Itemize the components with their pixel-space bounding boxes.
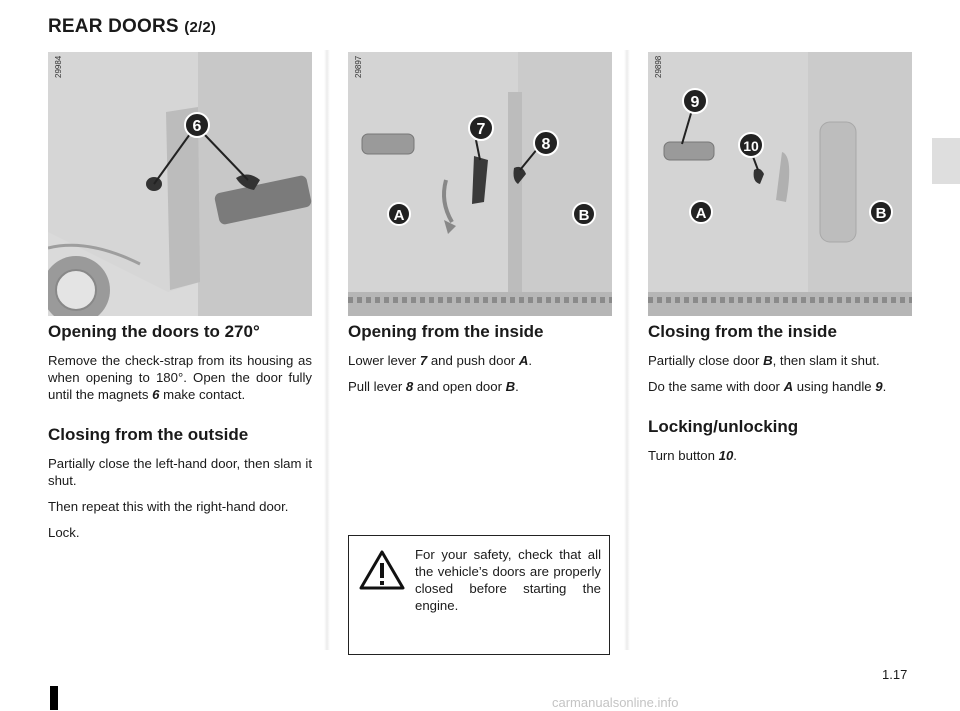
- page-number: 1.17: [882, 667, 908, 682]
- chapter-tab: [932, 138, 960, 184]
- door-interior-photo-levers: [348, 52, 612, 316]
- paragraph: Lock.: [48, 525, 80, 540]
- page-title: REAR DOORS (2/2): [48, 16, 217, 37]
- callout-8: 8: [541, 136, 551, 153]
- paragraph: Partially close the left-hand door, then slam it shut.: [48, 456, 312, 488]
- paragraph: Lower lever 7 and push door A.: [348, 353, 533, 368]
- callout-7: 7: [476, 121, 486, 138]
- column-opening-inside: [348, 322, 612, 404]
- van-exterior-photo: [48, 52, 312, 316]
- callout-10: 10: [743, 138, 759, 154]
- paragraph: Do the same with door A using handle 9.: [648, 379, 887, 394]
- paragraph: Pull lever 8 and open door B.: [348, 379, 519, 394]
- callout-a: A: [393, 207, 405, 224]
- section-heading: Closing from the outside: [48, 425, 249, 444]
- paragraph: Remove the check-strap from its housing as when opening to 180°. Open the door fully until the magnets 6 make contact.: [48, 353, 312, 402]
- section-heading: Opening the doors to 270°: [48, 322, 260, 341]
- paragraph: Partially close door B, then slam it shut.: [648, 353, 880, 368]
- callout-6: 6: [192, 118, 202, 135]
- paragraph: Then repeat this with the right-hand door.: [48, 499, 289, 514]
- safety-warning-box: [348, 535, 610, 655]
- section-heading: Closing from the inside: [648, 322, 837, 341]
- photo-id: 29984: [54, 55, 63, 78]
- callout-b: B: [875, 205, 887, 222]
- warning-triangle-icon: [359, 550, 405, 590]
- callout-9: 9: [690, 94, 700, 111]
- callout-a: A: [695, 205, 707, 222]
- photo-id: 29897: [354, 55, 363, 78]
- watermark: carmanualsonline.info: [552, 695, 679, 710]
- photo-id: 29898: [654, 55, 663, 78]
- section-heading: Locking/unlocking: [648, 417, 799, 436]
- column-opening-270: [48, 322, 312, 550]
- footer-mark: [50, 686, 58, 710]
- door-interior-photo-handle: [648, 52, 912, 316]
- warning-text: For your safety, check that all the vehicle’s doors are properly closed before starting the engine.: [415, 547, 601, 613]
- callout-b: B: [578, 207, 590, 224]
- section-heading: Opening from the inside: [348, 322, 544, 341]
- column-divider: [324, 50, 330, 650]
- paragraph: Turn button 10.: [648, 448, 737, 463]
- column-divider: [624, 50, 630, 650]
- column-closing-inside: [648, 322, 912, 473]
